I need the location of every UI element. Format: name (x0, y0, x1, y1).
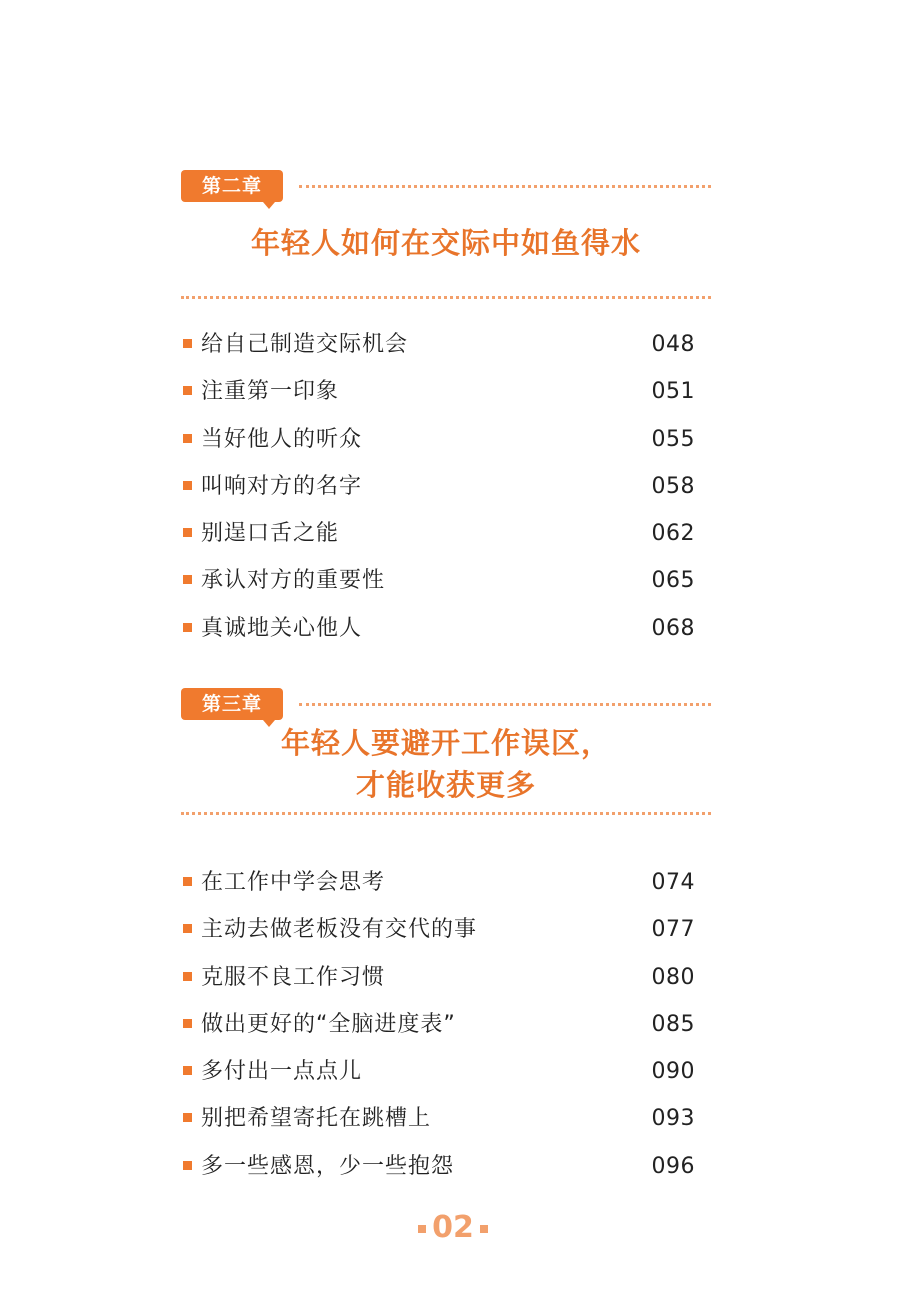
page-number-text: 02 (432, 1210, 474, 1245)
square-bullet-icon (183, 1161, 192, 1170)
toc-item-page: 055 (651, 426, 695, 452)
chapter-3-title-divider (181, 812, 711, 815)
toc-item[interactable] (181, 859, 695, 906)
toc-item[interactable] (181, 463, 695, 510)
toc-item-page: 080 (651, 964, 695, 990)
square-ornament-icon (418, 1225, 426, 1233)
toc-item-title: 叫响对方的名字 (201, 473, 363, 499)
toc-item-title: 主动去做老板没有交代的事 (201, 917, 478, 943)
toc-item-page: 077 (651, 917, 695, 943)
chapter-2 (181, 170, 711, 260)
toc-item-page: 051 (651, 379, 695, 405)
chapter-2-badge: 第二章 (181, 170, 283, 202)
toc-item-title: 承认对方的重要性 (201, 568, 386, 594)
chapter-3-header-divider (299, 703, 711, 706)
toc-item-page: 074 (651, 870, 695, 895)
chapter-2-title-line-1: 年轻人如何在交际中如鱼得水 (250, 226, 641, 260)
toc-item-title: 别逞口舌之能 (201, 521, 340, 547)
toc-item-title: 别把希望寄托在跳槽上 (201, 1106, 432, 1132)
chapter-3-header (181, 688, 711, 724)
toc-item[interactable] (181, 510, 695, 557)
square-bullet-icon (183, 481, 192, 490)
chapter-3-badge: 第三章 (181, 688, 283, 720)
toc-item[interactable] (181, 1143, 695, 1190)
chapter-3-title-line-2: 才能收获更多 (355, 768, 536, 802)
toc-item-page: 062 (651, 521, 695, 547)
chapter-3-title-line-1: 年轻人要避开工作误区， (280, 726, 611, 760)
square-bullet-icon (183, 623, 192, 632)
toc-item-page: 093 (651, 1106, 695, 1132)
toc-item-page: 096 (651, 1153, 695, 1179)
toc-item[interactable] (181, 1048, 695, 1095)
square-bullet-icon (183, 924, 192, 933)
toc-item-title: 多一些感恩，少一些抱怨 (201, 1153, 455, 1179)
square-bullet-icon (183, 339, 192, 348)
toc-item[interactable] (181, 1095, 695, 1142)
toc-item-page: 085 (651, 1011, 695, 1037)
square-bullet-icon (183, 877, 192, 886)
square-bullet-icon (183, 1066, 192, 1075)
toc-item[interactable] (181, 368, 695, 415)
toc-item[interactable] (181, 605, 695, 652)
toc-item-title: 注重第一印象 (201, 379, 340, 405)
toc-item[interactable] (181, 954, 695, 1001)
toc-item[interactable] (181, 557, 695, 604)
chapter-2-header-divider (299, 185, 711, 188)
square-bullet-icon (183, 434, 192, 443)
toc-item-title: 真诚地关心他人 (201, 615, 363, 641)
toc-item-page: 065 (651, 568, 695, 594)
toc-item-page: 058 (651, 473, 695, 499)
square-bullet-icon (183, 386, 192, 395)
square-bullet-icon (183, 1113, 192, 1122)
square-bullet-icon (183, 1019, 192, 1028)
chapter-3 (181, 688, 711, 802)
chapter-3-title (181, 722, 711, 806)
toc-item-title: 多付出一点点儿 (201, 1059, 363, 1085)
toc-item-title: 当好他人的听众 (201, 426, 363, 452)
chapter-2-title (181, 222, 711, 264)
square-bullet-icon (183, 575, 192, 584)
chapter-2-toc (181, 321, 695, 652)
toc-item[interactable] (181, 416, 695, 463)
toc-item[interactable] (181, 1001, 695, 1048)
chapter-3-toc (181, 859, 695, 1190)
toc-item-title: 克服不良工作习惯 (201, 964, 386, 990)
toc-item-title: 在工作中学会思考 (201, 870, 386, 895)
toc-item-page: 048 (651, 332, 695, 357)
chapter-2-header (181, 170, 711, 206)
square-ornament-icon (480, 1225, 488, 1233)
toc-item[interactable] (181, 906, 695, 953)
toc-item-page: 090 (651, 1059, 695, 1085)
toc-item-title: 给自己制造交际机会 (201, 332, 409, 357)
square-bullet-icon (183, 528, 192, 537)
chapter-2-title-divider (181, 296, 711, 299)
toc-item-page: 068 (651, 615, 695, 641)
square-bullet-icon (183, 972, 192, 981)
toc-item-title: 做出更好的“全脑进度表” (201, 1011, 456, 1037)
toc-item[interactable] (181, 321, 695, 368)
page-number (0, 1208, 906, 1248)
